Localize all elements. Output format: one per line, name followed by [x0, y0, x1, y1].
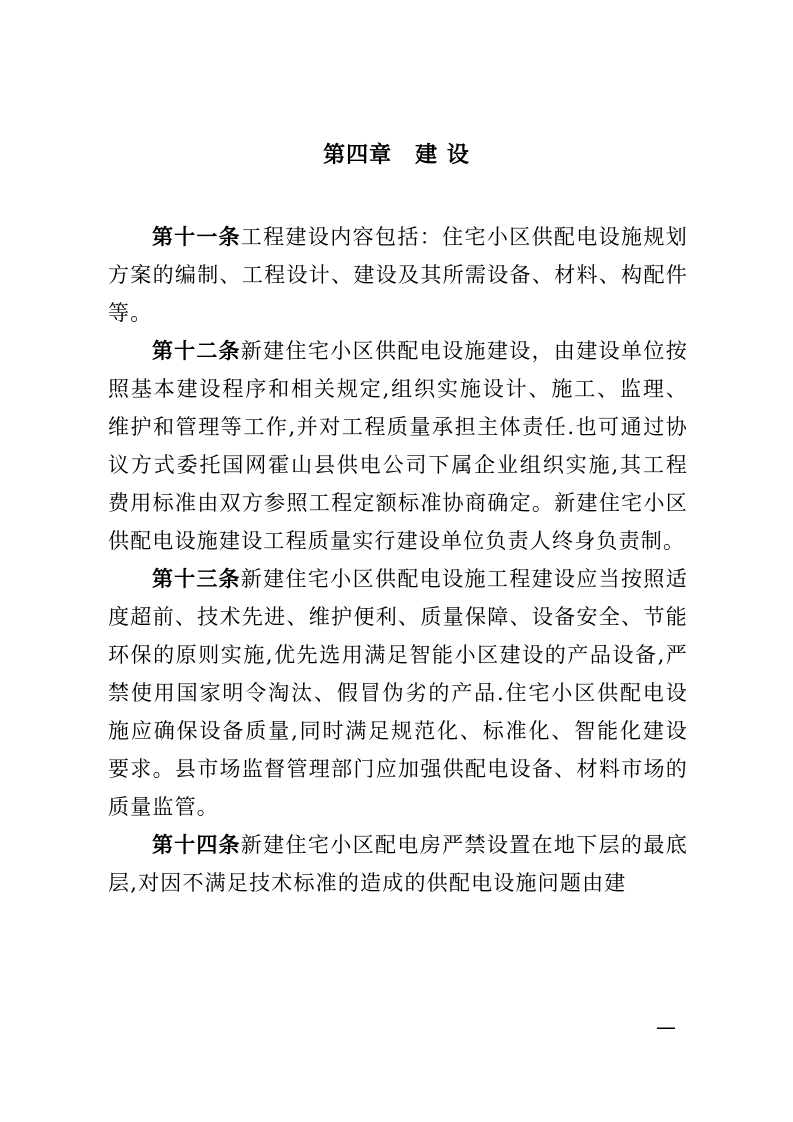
chapter-title: 第四章 建 设 [323, 143, 470, 168]
document-body [108, 218, 688, 902]
article-number: 第十四条 [152, 833, 241, 857]
article-number: 第十三条 [152, 567, 241, 591]
article-12 [108, 332, 688, 560]
article-14 [108, 826, 688, 902]
article-text: 新建住宅小区供配电设施建设，由建设单位按照基本建设程序和相关规定,组织实施设计、施工、监理、维护和管理等工作,并对工程质量承担主体责任.也可通过协议方式委托国网霍山县供电公司下属企业组织实施,其工程费用标准由双方参照工程定额标准协商确定。新建住宅小区供配电设施建设工程质量实行建设单位负责人终身负责制。 [108, 339, 689, 553]
article-number: 第十二条 [152, 339, 241, 363]
article-text: 新建住宅小区供配电设施工程建设应当按照适度超前、技术先进、维护便利、质量保障、设备安全、节能环保的原则实施,优先选用满足智能小区建设的产品设备,严禁使用国家明令淘汰、假冒伪劣的产品.住宅小区供配电设施应确保设备质量,同时满足规范化、标准化、智能化建设要求。县市场监督管理部门应加强供配电设备、材料市场的质量监管。 [108, 567, 689, 819]
article-13 [108, 560, 688, 826]
article-text: 工程建设内容包括：住宅小区供配电设施规划方案的编制、工程设计、建设及其所需设备、材料、构配件等。 [108, 225, 689, 325]
page-number: — [656, 1015, 676, 1039]
article-number: 第十一条 [152, 225, 241, 249]
article-text: 新建住宅小区配电房严禁设置在地下层的最底层,对因不满足技术标准的造成的供配电设施问题由建 [108, 833, 689, 895]
article-11 [108, 218, 688, 332]
